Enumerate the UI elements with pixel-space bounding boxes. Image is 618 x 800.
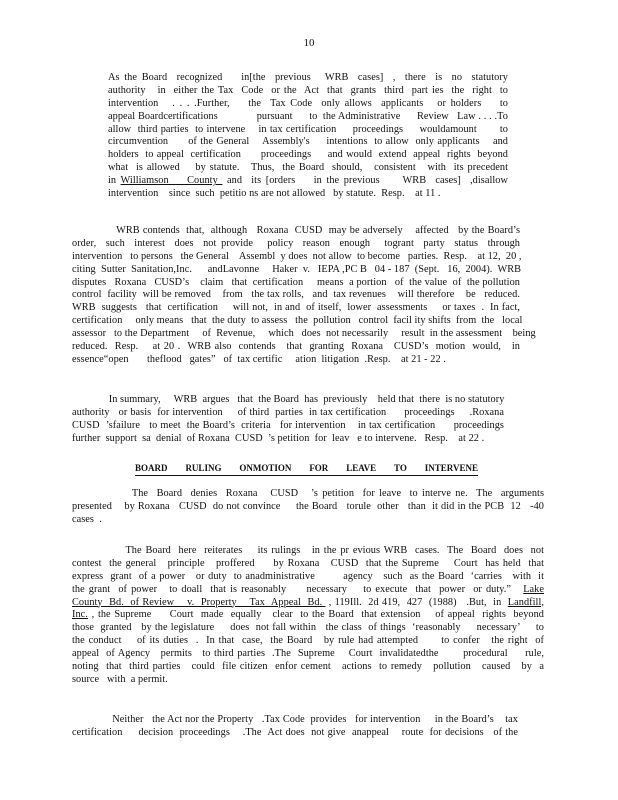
text-line: Neither the Act nor the Property .Tax Code provides for intervention in the Board’s tax <box>72 714 518 725</box>
text-line: order, such interest does not provide policy reason enough togrant party status through <box>72 237 520 249</box>
underlined-case-name: County Bd. of Review v. Property Tax Appeal Bd. <box>72 596 326 608</box>
body-paragraph-neither-act <box>72 714 518 740</box>
underlined-case-name: Williamson County <box>120 175 223 187</box>
heading-word: INTERVENE <box>424 463 478 473</box>
text-line: those granted by the legislature does not fall within the class of things ‘reasonably necessary’ to <box>72 622 544 634</box>
text-line: County Bd. of Review v. Property Tax Appeal Bd. , 119Ill. 2d 419, 427 (1988) .But, in Landfill, <box>72 596 544 608</box>
heading-words <box>135 462 478 474</box>
text-line: allow third parties to intervene in tax certification proceedings wouldamount to <box>108 123 508 135</box>
text-line: In summary, WRB argues that the Board has previously held that there is no statutory <box>72 394 505 405</box>
text-line: in Williamson County and its [orders in the previous WRB cases] ,disallow <box>108 175 508 187</box>
heading-word: ONMOTION <box>239 463 292 473</box>
text-line: intervention to persons the General Assembl y does not allow to become parties. Resp. at 12, 20 , <box>72 250 522 262</box>
text-line: further support sa denial of Roxana CUSD ’s petition for leav e to intervene. Resp. at 22 . <box>72 432 485 444</box>
text-line: essence“open theflood gates” of tax certific ation litigation .Resp. at 21 - 22 . <box>72 353 446 365</box>
body-paragraph-board-reiterates <box>72 545 544 687</box>
heading-word: RULING <box>185 463 222 473</box>
text-line: certification decision proceedings .The Act does not give anappeal route for decisions of the <box>72 726 518 738</box>
text-line: The Board here reiterates its rulings in the pr evious WRB cases. The Board does not <box>72 545 544 556</box>
text-line: source with a permit. <box>72 673 168 685</box>
text-line: presented by Roxana CUSD do not convince the Board torule other than it did in the PCB 12 -40 <box>72 500 544 512</box>
text-line: intervention . . . .Further, the Tax Code only allows applicants or holders to <box>108 97 508 109</box>
block-quote-paragraph <box>108 72 508 201</box>
underlined-case-name: Inc. <box>72 609 88 621</box>
text-line: holders to appeal certification proceedings and would extend appeal rights beyond <box>108 149 508 161</box>
text-line: disputes Roxana CUSD’s claim that certification means a portion of the value of the pollution <box>72 276 520 288</box>
text-line: circumvention of the General Assembly's intentions to allow only applicants and <box>108 136 508 148</box>
underlined-case-name: Lake <box>523 583 544 595</box>
heading-word: TO <box>394 463 407 473</box>
text-line: citing Sutter Sanitation,Inc. andLavonne Haker v. IEPA ,PC B 04 - 187 (Sept. 16, 2004). WRB <box>72 263 522 275</box>
text-line: the grant of power to doall that is reasonably necessary to execute that power or duty.” Lake <box>72 583 544 595</box>
text-line: appeal Boardcertifications pursuant to the Administrative Review Law . . . .To <box>108 110 508 122</box>
text-line: noting that third parties could file citizen enfor cement actions to remedy pollution caused by a <box>72 661 544 673</box>
text-line: authority in either the Tax Code or the Act that grants third part ies the right to <box>108 84 508 96</box>
text-line: authority or basis for intervention of third parties in tax certification proceedings .Roxana <box>72 406 504 418</box>
text-line: CUSD ’sfailure to meet the Board’s criteria for intervention in tax certification proceedings <box>72 419 504 431</box>
page-number: 10 <box>303 37 315 49</box>
text-line: what is allowed by statute. Thus, the Board should, consistent with its precedent <box>108 162 508 174</box>
text-line: the conduct of its duties . In that case, the Board by rule had attempted to confer the right of <box>72 635 544 647</box>
underlined-case-name: Landfill, <box>507 596 544 608</box>
text-line: As the Board recognized in[the previous WRB cases] , there is no statutory <box>108 72 508 83</box>
text-line: cases . <box>72 513 102 525</box>
text-line: intervention since such petitio ns are not allowed by statute. Resp. at 11 . <box>108 188 441 200</box>
text-line: The Board denies Roxana CUSD ’s petition for leave to interve ne. The arguments <box>72 488 544 499</box>
section-heading <box>135 462 478 476</box>
text-line: control facility will be removed from the tax rolls, and tax revenues will therefore be reduced. <box>72 289 520 301</box>
text-line: reduced. Resp. at 20 . WRB also contends that granting Roxana CUSD’s motion would, in <box>72 341 520 353</box>
heading-word: BOARD <box>135 463 168 473</box>
text-line: express grant of a power or duty to anadministrative agency such as the Board ‘carries with it <box>72 570 544 582</box>
body-paragraph-wrb-contends <box>72 225 536 367</box>
text-line: assessor to the Department of Revenue, which does not necessarily result in the assessment being <box>72 328 536 340</box>
heading-word: LEAVE <box>346 463 377 473</box>
heading-word: FOR <box>309 463 329 473</box>
text-line: contest the general principle proffered by Roxana CUSD that the Supreme Court has held that <box>72 557 544 569</box>
text-line: WRB suggests that certification will not, in and of itself, lower assessments or taxes . In fact, <box>72 302 520 314</box>
body-paragraph-summary <box>72 394 504 446</box>
text-line: appeal of Agency permits to third parties .The Supreme Court invalidatedthe procedural rule, <box>72 648 544 660</box>
text-line: certification only means that the duty to assess the pollution control facil ity shifts from the local <box>72 315 523 327</box>
text-line: WRB contends that, although Roxana CUSD may be adversely affected by the Board’s <box>72 225 520 236</box>
text-line: Inc. , the Supreme Court made equally clear to the Board that extension of appeal rights beyond <box>72 609 544 621</box>
body-paragraph-board-denies <box>72 488 544 527</box>
heading-underline <box>135 475 478 476</box>
